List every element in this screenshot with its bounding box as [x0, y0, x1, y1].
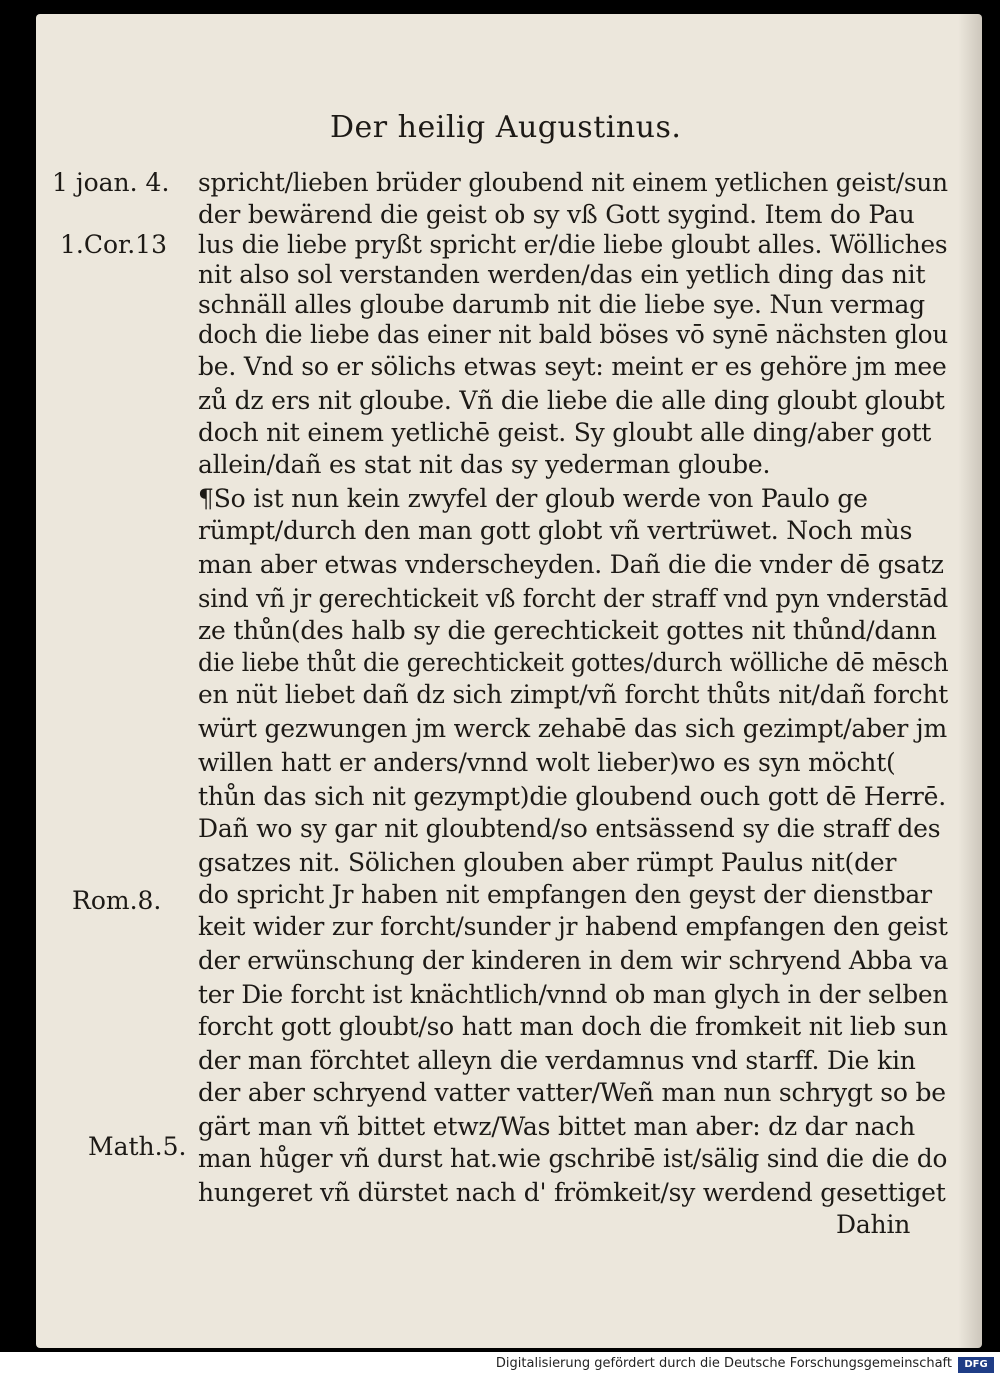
- text-line: der man förchtet alleyn die verdamnus vnd starff. Die kin: [198, 1046, 916, 1075]
- margin-note-rom: Rom.8.: [72, 886, 162, 915]
- text-line: be. Vnd so er sölichs etwas seyt: meint er es gehöre jm mee: [198, 352, 947, 381]
- margin-note-cor: 1.Cor.13: [60, 230, 167, 259]
- footer-credit: Digitalisierung gefördert durch die Deutsche Forschungsgemeinschaft: [495, 1356, 952, 1371]
- catchword: Dahin: [836, 1210, 911, 1239]
- text-line: ter Die forcht ist knächtlich/vnnd ob man glych in der selben: [198, 980, 949, 1009]
- margin-note-math: Math.5.: [88, 1132, 187, 1161]
- text-line: spricht/lieben brüder gloubend nit einem yetlichen geist/sun: [198, 168, 948, 197]
- text-line: doch die liebe das einer nit bald böses vō synē nächsten glou: [198, 320, 949, 349]
- text-line: en nüt liebet dañ dz sich zimpt/vñ forcht thůts nit/dañ forcht: [198, 680, 948, 709]
- text-line: schnäll alles gloube darumb nit die liebe sye. Nun vermag: [198, 290, 925, 319]
- text-line: gsatzes nit. Sölichen glouben aber rümpt Paulus nit(der: [198, 848, 897, 877]
- dfg-logo: DFG: [958, 1357, 994, 1373]
- text-line: der aber schryend vatter vatter/Weñ man nun schrygt so be: [198, 1078, 946, 1107]
- text-line: rümpt/durch den man gott globt vñ vertrüwet. Noch mùs: [198, 516, 913, 545]
- text-line: würt gezwungen jm werck zehabē das sich gezimpt/aber jm: [198, 714, 947, 743]
- text-line: man aber etwas vnderscheyden. Dañ die die vnder dē gsatz: [198, 550, 944, 579]
- text-line: allein/dañ es stat nit das sy yederman gloube.: [198, 450, 771, 479]
- text-line: nit also sol verstanden werden/das ein yetlich ding das nit: [198, 260, 926, 289]
- page-edge-shadow: [958, 14, 982, 1348]
- text-line: willen hatt er anders/vnnd wolt lieber)wo es syn möcht(: [198, 748, 896, 777]
- text-line: hungeret vñ dürstet nach d' frömkeit/sy werdend gesettiget: [198, 1178, 946, 1207]
- text-line: der bewärend die geist ob sy vß Gott sygind. Item do Pau: [198, 200, 915, 229]
- text-line: sind vñ jr gerechtickeit vß forcht der straff vnd pyn vnderstād: [198, 584, 949, 613]
- text-line: doch nit einem yetlichē geist. Sy gloubt alle ding/aber gott: [198, 418, 932, 447]
- text-line: man hůger vñ durst hat.wie gschribē ist/sälig sind die die do: [198, 1144, 948, 1173]
- text-line: do spricht Jr haben nit empfangen den geyst der dienstbar: [198, 880, 932, 909]
- text-line: die liebe thůt die gerechtickeit gottes/durch wölliche dē mēsch: [198, 648, 949, 677]
- text-line: gärt man vñ bittet etwz/Was bittet man aber: dz dar nach: [198, 1112, 915, 1141]
- text-line: thůn das sich nit gezympt)die gloubend ouch gott dē Herrē.: [198, 782, 946, 811]
- text-line: keit wider zur forcht/sunder jr habend empfangen den geist: [198, 912, 948, 941]
- text-line: lus die liebe pryßt spricht er/die liebe gloubt alles. Wölliches: [198, 230, 948, 259]
- margin-note-joan: 1 joan. 4.: [52, 168, 170, 197]
- text-line: Dañ wo sy gar nit gloubtend/so entsässend sy die straff des: [198, 814, 941, 843]
- text-line: zů dz ers nit gloube. Vñ die liebe die alle ding gloubt gloubt: [198, 386, 945, 415]
- text-line: forcht gott gloubt/so hatt man doch die fromkeit nit lieb sun: [198, 1012, 948, 1041]
- text-line: ¶So ist nun kein zwyfel der gloub werde von Paulo ge: [198, 484, 868, 513]
- text-line: der erwünschung der kinderen in dem wir schryend Abba va: [198, 946, 949, 975]
- text-line: ze thůn(des halb sy die gerechtickeit gottes nit thůnd/dann: [198, 616, 937, 645]
- page-header: Der heilig Augustinus.: [330, 110, 682, 145]
- footer-bar: [0, 1352, 1000, 1380]
